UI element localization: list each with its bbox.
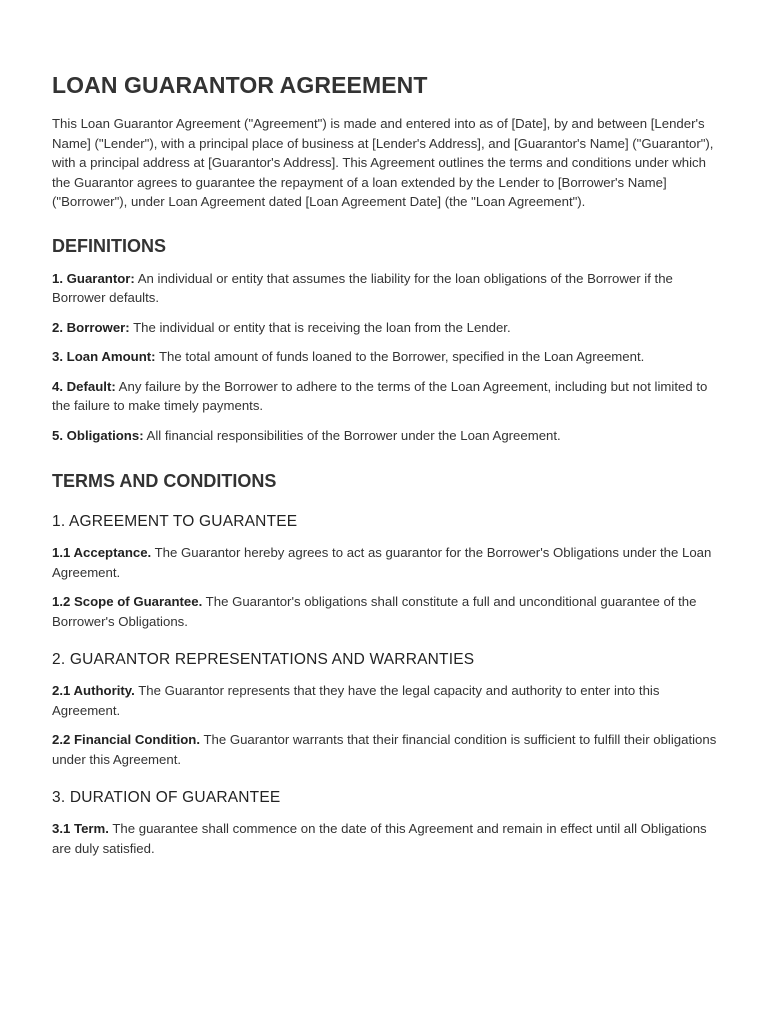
clause-text: The Guarantor's obligations shall constitute a full and unconditional guarantee of the Borrower's Obligations. [52,594,697,629]
clause-text: The guarantee shall commence on the date of this Agreement and remain in effect until all Obligations are duly satisfied. [52,821,707,856]
definition-term: 2. Borrower: [52,319,130,335]
definition-term: 4. Default: [52,378,116,394]
definition-item [52,426,724,446]
clause-term: 2.2 Financial Condition. [52,732,201,747]
terms-section-1 [52,511,724,631]
clause-term: 2.1 Authority. [52,683,135,698]
definition-text: The total amount of funds loaned to the Borrower, specified in the Loan Agreement. [155,349,645,364]
definition-text: The individual or entity that is receiving the loan from the Lender. [129,319,511,335]
clause-item [52,681,724,720]
clause-term: 3.1 Term. [52,821,109,836]
definition-text: An individual or entity that assumes the liability for the loan obligations of the Borrower if the Borrower defaults. [52,270,673,305]
document-title: LOAN GUARANTOR AGREEMENT [52,72,428,98]
definition-term: 5. Obligations: [52,427,144,443]
intro-paragraph: This Loan Guarantor Agreement ("Agreement") is made and entered into as of [Date], by and between [Lender's Name] ("Lender"), with a principal place of business at [Lender's Address], and [Guarantor's Name] ("Guarantor"), with a principal address at [Guarantor's Address]. This Agreement outlines the terms and conditions under which the Guarantor agrees to guarantee the repayment of a loan extended by the Lender to [Borrower's Name] ("Borrower"), under Loan Agreement dated [Loan Agreement Date] (the "Loan Agreement"). [52,116,714,209]
terms-section-3 [52,787,724,858]
definitions-list [52,269,724,446]
definition-term: 1. Guarantor: [52,270,135,286]
clause-item [52,543,724,582]
clause-term: 1.2 Scope of Guarantee. [52,594,203,609]
clause-term: 1.1 Acceptance. [52,545,152,560]
clause-item [52,592,724,631]
section-heading: 3. DURATION OF GUARANTEE [52,789,281,806]
definition-item [52,318,724,338]
terms-section-2 [52,649,724,769]
clause-item [52,730,724,769]
section-heading: 1. AGREEMENT TO GUARANTEE [52,513,298,530]
definitions-heading: DEFINITIONS [52,235,167,256]
clause-text: The Guarantor warrants that their financial condition is sufficient to fulfill their obligations under this Agreement. [52,732,717,767]
definition-item [52,269,724,308]
section-heading: 2. GUARANTOR REPRESENTATIONS AND WARRANTIES [52,651,475,668]
definition-text: Any failure by the Borrower to adhere to the terms of the Loan Agreement, including but not limited to the failure to make timely payments. [52,378,708,413]
definition-item [52,377,724,416]
definition-term: 3. Loan Amount: [52,349,156,364]
clause-item [52,819,724,858]
document-page [52,70,724,868]
definition-text: All financial responsibilities of the Borrower under the Loan Agreement. [143,427,561,443]
clause-text: The Guarantor represents that they have the legal capacity and authority to enter into this Agreement. [52,683,660,718]
clause-text: The Guarantor hereby agrees to act as guarantor for the Borrower's Obligations under the Loan Agreement. [52,545,712,580]
definition-item [52,347,724,367]
terms-heading: TERMS AND CONDITIONS [52,471,277,491]
